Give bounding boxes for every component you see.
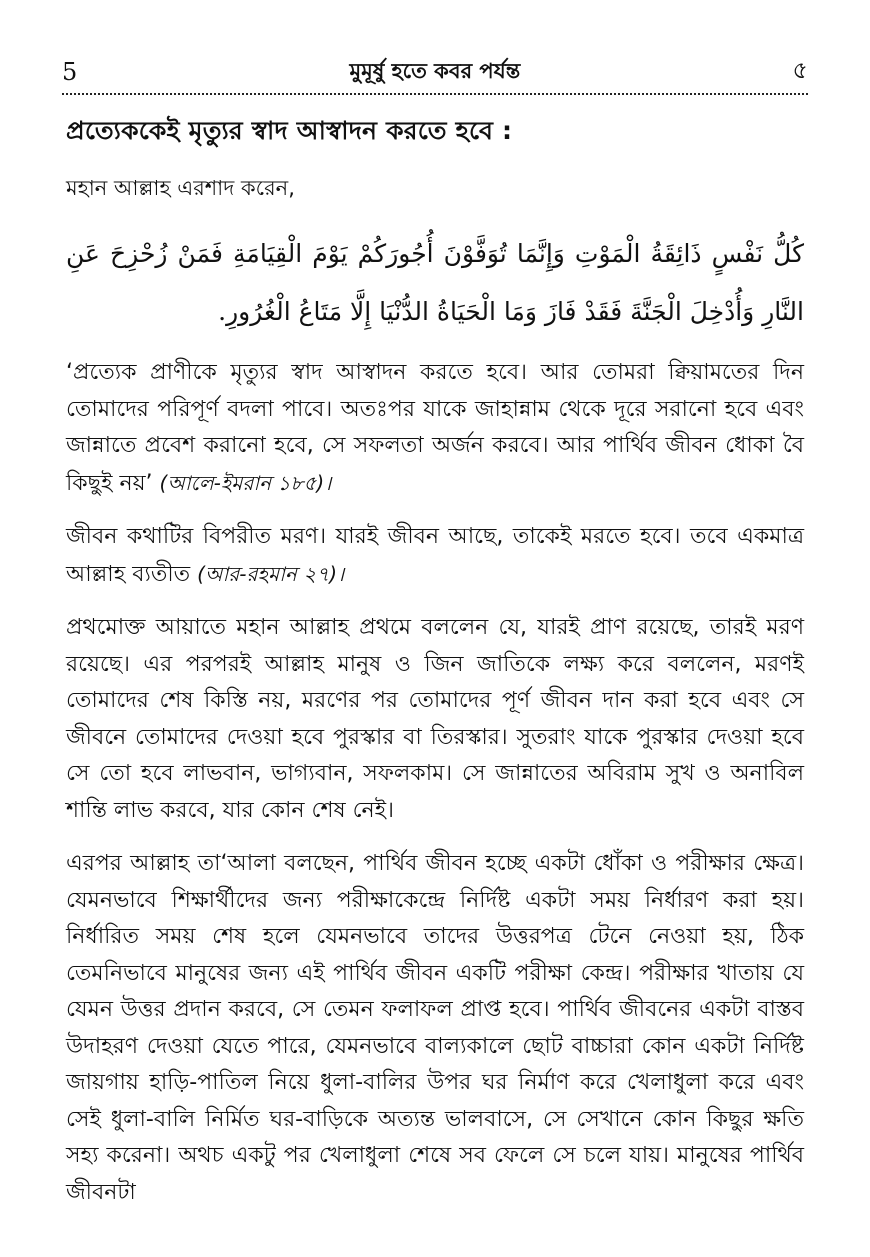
paragraph-life-death	[66, 519, 804, 593]
citation: (আর-রহমান ২৭)।	[197, 561, 345, 586]
page-body	[66, 105, 804, 1228]
running-title: মুমূর্ষু হতে কবর পর্যন্ত	[349, 58, 521, 83]
arabic-verse: كُلُّ نَفْسٍ ذَائِقَةُ الْمَوْتِ وَإِنَّمَا تُوَفَّوْنَ أُجُورَكُمْ يَوْمَ الْقِيَامَةِ فَمَنْ زُحْزِحَ عَنِ النَّارِ وَأُدْخِلَ الْجَنَّةَ فَقَدْ فَازَ وَمَا الْحَيَاةُ الدُّنْيَا إِلَّا مَتَاعُ الْغُرُورِ.	[66, 239, 804, 326]
paragraph-text: ‘প্রত্যেক প্রাণীকে মৃত্যুর স্বাদ আস্বাদন করতে হবে। আর তোমরা ক্বিয়ামতের দিন তোমাদের পরিপূর্ণ বদলা পাবে। অতঃপর যাকে জাহান্নাম থেকে দূরে সরানো হবে এবং জান্নাতে প্রবেশ করানো হবে, সে সফলতা অর্জন করবে। আর পার্থিব জীবন ধোকা বৈ কিছুই নয়’	[66, 360, 804, 496]
paragraph-text: এরপর আল্লাহ তা‘আলা বলছেন, পার্থিব জীবন হচ্ছে একটা ধোঁকা ও পরীক্ষার ক্ষেত্র। যেমনভাবে শিক্ষার্থীদের জন্য পরীক্ষাকেন্দ্রে নির্দিষ্ট একটা সময় নির্ধারণ করা হয়। নির্ধারিত সময় শেষ হলে যেমনভাবে তাদের উত্তরপত্র টেনে নেওয়া হয়, ঠিক তেমনিভাবে মানুষের জন্য এই পার্থিব জীবন একটি পরীক্ষা কেন্দ্র। পরীক্ষার খাতায় যে যেমন উত্তর প্রদান করবে, সে তেমন ফলাফল প্রাপ্ত হবে। পার্থিব জীবনের একটা বাস্তব উদাহরণ দেওয়া যেতে পারে, যেমনভাবে বাল্যকালে ছোট বাচ্চারা কোন একটা নির্দিষ্ট জায়গায় হাড়ি-পাতিল নিয়ে ধুলা-বালির উপর ঘর নির্মাণ করে খেলাধুলা করে এবং সেই ধুলা-বালি নির্মিত ঘর-বাড়িকে অত্যন্ত ভালবাসে, সে সেখানে কোন কিছুর ক্ষতি সহ্য করেনা। অথচ একটু পর খেলাধুলা শেষে সব ফেলে সে চলে যায়। মানুষের পার্থিব জীবনটা	[66, 851, 804, 1205]
page-number-latin: 5	[62, 58, 78, 86]
paragraph-worldly-life	[66, 846, 804, 1211]
paragraph-text: প্রথমোক্ত আয়াতে মহান আল্লাহ প্রথমে বললেন যে, যারই প্রাণ রয়েছে, তারই মরণ রয়েছে। এর পরপরই আল্লাহ মানুষ ও জিন জাতিকে লক্ষ্য করে বললেন, মরণই তোমাদের শেষ কিস্তি নয়, মরণের পর তোমাদের পূর্ণ জীবন দান করা হবে এবং সে জীবনে তোমাদের দেওয়া হবে পুরস্কার বা তিরস্কার। সুতরাং যাকে পুরস্কার দেওয়া হবে সে তো হবে লাভবান, ভাগ্যবান, সফলকাম। সে জান্নাতের অবিরাম সুখ ও অনাবিল শান্তি লাভ করবে, যার কোন শেষ নেই।	[66, 615, 804, 823]
intro-line: মহান আল্লাহ এরশাদ করেন,	[66, 176, 295, 200]
header-divider	[62, 93, 808, 95]
section-heading: প্রত্যেককেই মৃত্যুর স্বাদ আস্বাদন করতে হবে :	[66, 116, 513, 145]
paragraph-text: জীবন কথাটির বিপরীত মরণ। যারই জীবন আছে, তাকেই মরতে হবে। তবে একমাত্র আল্লাহ ব্যতীত	[66, 524, 804, 587]
paragraph-translation	[66, 355, 804, 502]
page-number-bengali: ৫	[792, 56, 808, 84]
page-header	[62, 52, 808, 92]
citation: (আলে-ইমরান ১৮৫)।	[159, 470, 332, 495]
paragraph-explanation	[66, 610, 804, 829]
